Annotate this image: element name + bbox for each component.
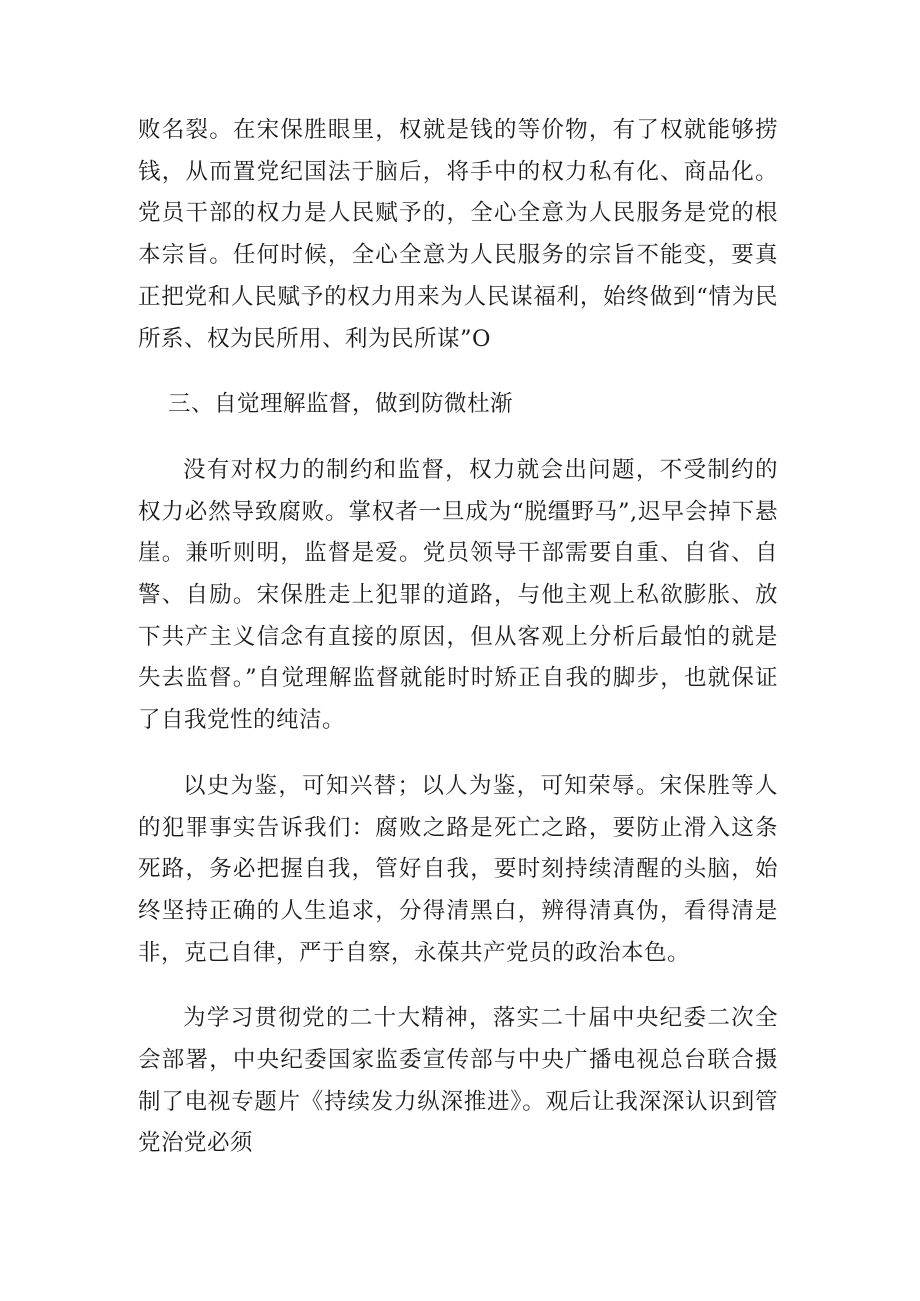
paragraph-history-mirror: 以史为鉴，可知兴替；以人为鉴，可知荣辱。宋保胜等人的犯罪事实告诉我们：腐败之路是死亡之路，要防止滑入这条死路，务必把握自我，管好自我，要时刻持续清醒的头脑，始终坚持正确的人生追求，分得清黑白，辨得清真伪，看得清是非，克己自律，严于自察，永葆共产党员的政治本色。	[138, 772, 778, 966]
paragraph-supervision: 没有对权力的制约和监督，权力就会出问题，不受制约的权力必然导致腐败。掌权者一旦成为“脱缰野马”,迟早会掉下悬崖。兼听则明，监督是爱。党员领导干部需要自重、自省、自警、自励。宋保胜走上犯罪的道路，与他主观上私欲膨胀、放下共产主义信念有直接的原因，但从客观上分析后最怕的就是失去监督。”自觉理解监督就能时时矫正自我的脚步，也就保证了自我党性的纯洁。	[138, 456, 778, 734]
document-body	[138, 110, 778, 1189]
paragraph-continuation: 败名裂。在宋保胜眼里，权就是钱的等价物，有了权就能够捞钱，从而置党纪国法于脑后，将手中的权力私有化、商品化。党员干部的权力是人民赋予的，全心全意为人民服务是党的根本宗旨。任何时候，全心全意为人民服务的宗旨不能变，要真正把党和人民赋予的权力用来为人民谋福利，始终做到“情为民所系、权为民所用、利为民所谋”O	[138, 117, 778, 352]
paragraph-documentary: 为学习贯彻党的二十大精神，落实二十届中央纪委二次全会部署，中央纪委国家监委宣传部与中央广播电视总台联合摄制了电视专题片《持续发力纵深推进》。观后让我深深认识到管党治党必须	[138, 1005, 778, 1157]
section-heading: 三、自觉理解监督，做到防微杜渐	[168, 391, 514, 418]
